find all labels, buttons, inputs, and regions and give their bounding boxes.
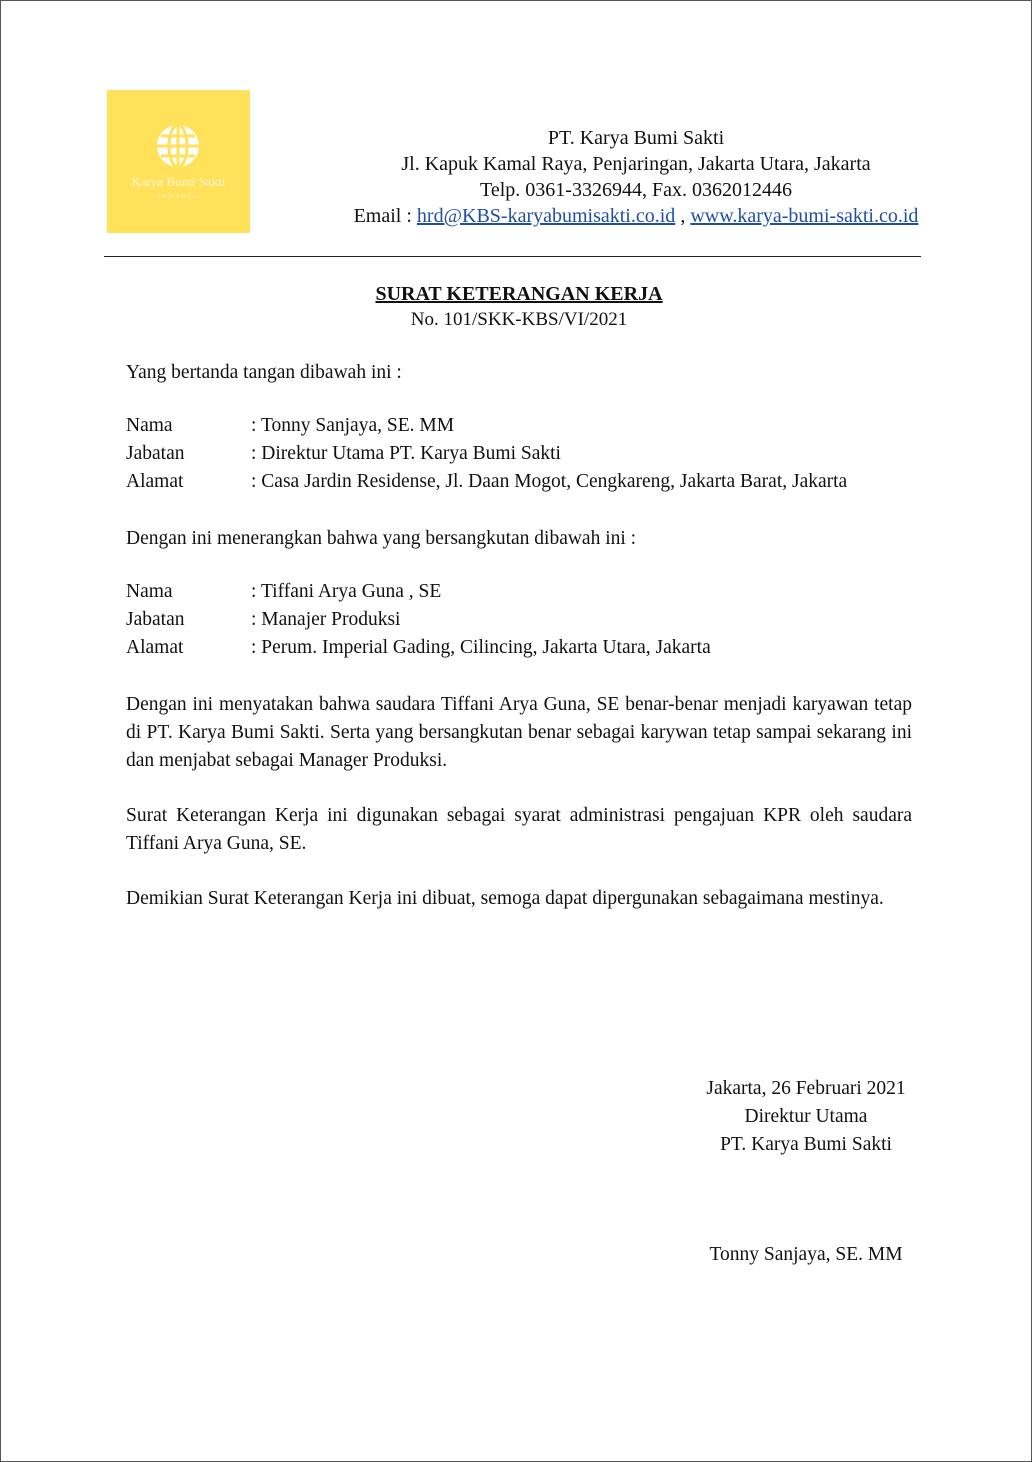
employee-address-value: : Perum. Imperial Gading, Cilincing, Jakarta Utara, Jakarta — [251, 637, 711, 658]
signer-position-value: : Direktur Utama PT. Karya Bumi Sakti — [251, 443, 561, 464]
signature-name: Tonny Sanjaya, SE. MM — [709, 1244, 903, 1265]
signature-company: PT. Karya Bumi Sakti — [720, 1134, 892, 1155]
employee-name-label: Nama — [126, 581, 173, 602]
signature-place-date: Jakarta, 26 Februari 2021 — [706, 1078, 906, 1099]
paragraph-purpose: Surat Keterangan Kerja ini digunakan sebagai syarat administrasi pengajuan KPR oleh saudara Tiffani Arya Guna, SE. — [126, 805, 912, 854]
employee-address-label: Alamat — [126, 637, 184, 658]
paragraph-closing: Demikian Surat Keterangan Kerja ini dibuat, semoga dapat dipergunakan sebagaimana mestinya. — [126, 888, 884, 909]
website-link[interactable]: www.karya-bumi-sakti.co.id — [690, 205, 919, 227]
company-phone-fax: Telp. 0361-3326944, Fax. 0362012446 — [480, 179, 792, 201]
paragraph-employment: Dengan ini menyatakan bahwa saudara Tiffani Arya Guna, SE benar-benar menjadi karyawan tetap di PT. Karya Bumi Sakti. Serta yang bersangkutan benar sebagai karywan tetap sampai sekarang ini dan menjabat sebagai Manager Produksi. — [126, 694, 912, 771]
logo-wordmark: Karya Bumi Sakti — [131, 174, 226, 189]
company-logo — [107, 90, 250, 233]
employee-position-value: : Manajer Produksi — [251, 609, 401, 630]
company-name: PT. Karya Bumi Sakti — [547, 127, 725, 149]
signer-name-label: Nama — [126, 415, 173, 436]
intro-text: Yang bertanda tangan dibawah ini : — [126, 362, 402, 383]
letter-number: No. 101/SKK-KBS/VI/2021 — [410, 309, 628, 330]
globe-icon — [154, 122, 202, 170]
signer-address-label: Alamat — [126, 471, 184, 492]
signer-name-value: : Tonny Sanjaya, SE. MM — [251, 415, 455, 436]
letter-title: SURAT KETERANGAN KERJA — [375, 283, 663, 305]
employee-position-label: Jabatan — [126, 609, 185, 630]
email-label: Email : — [353, 205, 417, 227]
signer-position-label: Jabatan — [126, 443, 185, 464]
signature-position: Direktur Utama — [744, 1106, 868, 1127]
employee-name-value: : Tiffani Arya Guna , SE — [251, 581, 442, 602]
statement-intro: Dengan ini menerangkan bahwa yang bersangkutan dibawah ini : — [126, 528, 637, 549]
contact-separator: , — [675, 205, 691, 227]
company-address: Jl. Kapuk Kamal Raya, Penjaringan, Jakarta Utara, Jakarta — [401, 153, 871, 175]
header-divider — [104, 256, 921, 257]
letterhead — [251, 125, 1021, 229]
signer-address-value: : Casa Jardin Residense, Jl. Daan Mogot, Cengkareng, Jakarta Barat, Jakarta — [251, 471, 848, 492]
logo-tagline: JAKARTA — [158, 194, 199, 200]
email-link[interactable]: hrd@KBS-karyabumisakti.co.id — [416, 205, 676, 227]
company-contact — [251, 203, 1021, 229]
